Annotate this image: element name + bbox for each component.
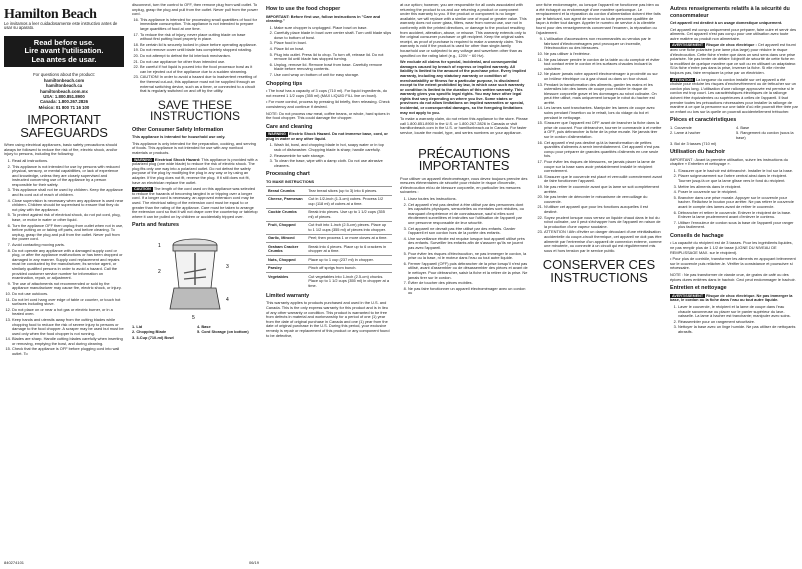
contact-block	[4, 72, 124, 110]
safeguards-title: IMPORTANT SAFEGUARDS	[20, 112, 108, 140]
precaution-item: 16. Cet appareil n'est pas destiné qu'à la transformation de petites quantités d'aliments à servir immédiatement. Cet appareil n'est pas conçu pour préparer de grandes quantités d'aliments en une seule fois.	[544, 141, 662, 159]
read-before-use-banner	[4, 36, 124, 68]
fr-caution-badge: ATTENTION	[672, 77, 693, 82]
pieces-list	[670, 126, 798, 146]
howto-step: 5. Plug into outlet. Press lid to chop. To turn off, release lid. Do not remove lid until blade has stopped turning.	[274, 53, 392, 62]
precaution-item: 23. ATTENTION ! Afin d'éviter un danger découlant d'une réinitialisation accidentelle du coupe-circuit thermique, cet appareil ne doit pas être alimenté par l'entremise d'un appareil de connexion externe, comme une minuterie, ou connecté à un circuit qui est régulièrement mis sous et hors tension par le service public.	[544, 230, 662, 253]
piece-item: 2. Lame à hacher	[670, 130, 701, 136]
safeguard-item: 14. Blades are sharp. Handle cutting blades carefully when inserting or removing, emptying the bowl, and during cleaning.	[12, 337, 124, 346]
care-steps	[266, 143, 392, 168]
utilisation-heading: Utilisation du hachoir	[670, 149, 726, 156]
processing-row	[266, 221, 392, 234]
column-3	[262, 0, 396, 569]
precautions-intro: Pour utiliser un appareil électroménager, vous devez toujours prendre des mesures élémentaires de sécurité pour réduire le risque d'incendie, d'électrocution et/ou de blessure corporelle, en particulier les mesures suivantes :	[400, 175, 528, 195]
safeguard-item: 1. Read all instructions.	[12, 159, 124, 164]
autres-heading: Autres renseignements relatifs à la sécurité du consommateur	[670, 6, 790, 19]
care-step: 2. Reassemble for safe storage.	[274, 154, 392, 159]
safeguard-item: 11. Do not let cord hang over edge of table or counter, or touch hot surfaces including stove.	[12, 298, 124, 307]
howto-step: 7. Use cord wrap on bottom of unit for easy storage.	[274, 73, 392, 78]
domestic-note: Cet appareil est destiné à un usage domestique uniquement.	[670, 20, 783, 25]
read-line-es: Lea antes de usar.	[31, 54, 97, 64]
brand-line-2: Beach	[61, 7, 97, 22]
care-step: 3. To clean the base, wipe with a damp cloth. Do not use abrasive cleaners.	[274, 159, 392, 168]
fr-caution-paragraph	[670, 78, 798, 115]
piece-item: 5. Rangement du cordon (sous la base)	[736, 130, 794, 140]
safeguard-item: 15. Check that the appliance is OFF before plugging cord into wall outlet. To	[12, 347, 124, 356]
processing-food: Fruit, Chopped	[266, 221, 306, 234]
safeguard-item: 23. CAUTION! In order to avoid a hazard due to inadvertent resetting of the thermal cut-out, this appliance must not be supplied through an external switching device, such as a timer, or connected to a circuit that is regularly switched on and off by the utility.	[140, 75, 258, 93]
safeguard-item: 9. The use of attachments not recommended or sold by the appliance manufacturer may cause fire, electric shock, or injury.	[12, 282, 124, 291]
warning-text: This appliance is provided with a polarized plug (one wide blade) to reduce the risk of electric shock. The plug fits only one way into a polarized outlet. Do not defeat the safety purpose of the plug by modifying the plug in any way or by using an adapter. If the plug does not fit, reverse the plug. If it still does not fit, have an electrician replace the outlet.	[132, 156, 258, 185]
brand-line-1: Hamilton	[4, 7, 59, 22]
utilisation-step: 3. Mettre les aliments dans le récipient.	[678, 185, 798, 190]
fr-warning-badge: AVERTISSEMENT	[672, 43, 704, 48]
processing-chart	[266, 186, 392, 290]
safeguard-item: 3. This appliance shall not be used by children. Keep the appliance and its cord out of reach of children.	[12, 188, 124, 197]
safeguard-item: 7. Avoid contacting moving parts.	[12, 243, 124, 248]
processing-row	[266, 264, 392, 273]
utilisation-important: IMPORTANT : Avant la première utilisation, suivre les instructions du chapitre « Entretien et nettoyage ».	[670, 156, 788, 167]
conseil-text: La capacité du récipient est de 3 tasses. Pour les ingrédients liquides, ne pas remplir plus de 1 1/2 de tasse (LIGNE DU NIVEAU DE REMPLISSAGE MAX. sur le récipient).	[670, 240, 793, 255]
processing-instruction: Tear bread slices (up to 3) into 6 pieces.	[306, 187, 392, 196]
tip-item: • For more control, process by pressing lid briefly, then releasing. Check consistency and continue if desired.	[266, 99, 390, 109]
precaution-item: 13. Pendant la transformation des aliments, garder les mains et les ustensiles loin des lames de coupe pour réduire le risque de blessure corporelle grave et les dommages au robot culinaire. On peut être utilisé, mais uniquement lorsque le robot du hacher est arrêté.	[544, 83, 662, 106]
processing-chart-heading: Processing chart	[266, 171, 310, 178]
tip-text: For more control, process by pressing lid briefly, then releasing. Check consistency and continue if desired.	[266, 99, 390, 109]
processing-instruction: Break into pieces. Use up to 1 1/2 cups (355 ml) of pieces.	[306, 208, 392, 221]
fr-warning-title: Risque de choc électrique :	[706, 42, 757, 48]
other-safety-heading: Other Consumer Safety Information	[132, 126, 224, 133]
fr-warning-text: Cet appareil est fourni avec une fiche polarisée (une lame plus large) pour réduire le risque d'électrocution. Cette fiche n'entre que dans un seul sens dans une prise polarisée. Ne pas tenter de défaire l'objectif de sécurité de cette fiche en la modifiant de quelque manière que ce soit ou en utilisant un adaptateur. Si la fiche n'entre pas dans la prise, inverser la fiche. Si elle n'entre toujours pas, faire remplacer la prise par un électricien.	[670, 42, 797, 75]
precaution-item: 11. Ne pas laisser pendre le cordon de la table ou du comptoir et éviter tout contact entre le cordon et les surfaces chaudes incluant la cuisinière.	[544, 58, 662, 72]
processing-row	[266, 243, 392, 256]
processing-chart-header: TO MAKE INSTRUCTIONS	[266, 178, 315, 184]
safeguard-item: 4. Close supervision is necessary when any appliance is used near children. Children should be supervised to ensure that they do not play with the appliance.	[12, 199, 124, 213]
pieces-heading: Pièces et caractéristiques	[670, 117, 737, 124]
precaution-item: 8. Ne pas faire fonctionner un appareil électroménager avec un cordon ou	[408, 287, 528, 296]
precautions-continued: une fiche endommagée, ou lorsque l'appareil ne fonctionne pas bien ou a été échappé ou endommagé d'une manière quelconque. Le remplacement et la réparation du cordon d'alimentation doivent être faits par le fabricant, son agent de service ou toute personne qualifiée de façon à éviter tout danger. Appeler le numéro de service à la clientèle fourni pour des renseignements concernant l'examen, la réparation ou l'ajustement.	[536, 2, 661, 35]
utilisation-step: 6. Débrancher et retirer le couvercle. Enlever le récipient de la base. Enlever la lame prudemment avant d'enlever le contenu.	[678, 211, 798, 220]
warranty-claim: To make a warranty claim, do not return this appliance to the store. Please call 1.800.851.8900 in the U.S. or 1.800.267.2826 in Canada or visit hamiltonbeach.com in the U.S. or hamiltonbeach.ca in Canada. For faster service, locate the model, type, and series numbers on your appliance.	[400, 116, 528, 136]
processing-instruction: Break into 4 pieces. Place up to 6 crackers in chopper at a time.	[306, 243, 392, 256]
processing-row	[266, 256, 392, 265]
piece-item: 1. Couvercle	[670, 124, 692, 130]
household-note: This appliance is intended for household use only.	[132, 134, 226, 140]
precautions-list	[400, 197, 528, 296]
part-item: 2. Chopping Blade	[132, 329, 167, 335]
entretien-warning-text: Risque de choc électrique. Ne pas immerger la base, le cordon ou la fiche dans l'eau ou tout autre liquide.	[670, 292, 793, 303]
print-date: 06/19	[248, 560, 259, 565]
care-warning	[266, 132, 392, 141]
fr-warning-paragraph	[670, 43, 798, 75]
precautions-title: PRÉCAUTIONS IMPORTANTES	[418, 145, 510, 174]
processing-food: Parsley	[266, 264, 306, 273]
household-text: This appliance is only intended for the preparation, cooking, and serving of foods. This appliance is not intended for use with any nonfood materials or products.	[132, 140, 256, 155]
tips-note: NOTE: Do not process raw meat, coffee beans, or whole, hard spices in the food chopper. This could damage the chopper.	[266, 110, 390, 121]
safeguard-item: 21. Do not use appliance for other than intended use.	[140, 60, 258, 65]
callout-4: 4	[226, 296, 229, 303]
precaution-item: 7. Éviter de toucher des pièces mobiles.	[408, 281, 528, 286]
caution-paragraph	[132, 187, 258, 219]
warning-badge: WARNING	[134, 157, 152, 162]
brand-logo	[4, 7, 124, 22]
lid-rim-shape	[173, 245, 217, 251]
utilisation-step: 4. Poser le couvercle sur le récipient.	[678, 190, 798, 195]
safeguard-item: disconnect, turn the control to OFF, then remove plug from wall outlet. To unplug, grasp the plug and pull from the outlet. Never pull from the power cord.	[132, 2, 258, 17]
howto-step: 3. Place food in bowl.	[274, 41, 392, 46]
contact-phone-mx: México: 01 800 71 16 100	[38, 104, 90, 110]
precaution-item: 18. S'assurer que le couvercle est placé et verrouillé correctement avant de faire fonctionner l'appareil.	[544, 175, 662, 184]
tip-text: The bowl has a capacity of 3 cups (710 ml). For liquid ingredients, do not exceed 1 1/2 cups (355 ml) (MAX LIQUID FILL line on bowl).	[266, 88, 388, 98]
safeguard-item: 5. To protect against risk of electrical shock, do not put cord, plug, base, or motor in water or other liquid.	[12, 213, 124, 222]
warranty-continued-2: We exclude all claims for special, incidental, and consequential damages caused by breach of express or implied warranty. All liability is limited to the amount of the purchase price. Every implied warranty, including any statutory warranty or condition of merchantability or fitness for a particular purpose, is disclaimed except to the extent prohibited by law, in which case such warranty or condition is limited to the duration of this written warranty. This warranty gives you specific legal rights. You may have other legal rights that vary depending on where you live. Some states or provinces do not allow limitations on implied warranties or special, incidental, or consequential damages, so the foregoing limitations may not apply to you.	[400, 59, 527, 115]
parts-list	[132, 325, 258, 341]
warning-paragraph	[132, 158, 258, 186]
safeguard-item: 16. This appliance is intended for processing small quantities of food for immediate consumption. This appliance is not intended to prepare large quantities of food at one time.	[140, 18, 258, 32]
precaution-item: 19. Ne pas retirer le couvercle avant que la lame se soit complètement arrêtée.	[544, 185, 662, 194]
precaution-item: 3. Cet appareil ne devrait pas être utilisé par des enfants. Garder l'appareil et son cordon hors de la portée des enfants.	[408, 227, 528, 236]
processing-row	[266, 273, 392, 290]
contact-web-ca[interactable]: hamiltonbeach.ca	[45, 83, 83, 89]
read-line-en: Read before use.	[33, 37, 95, 47]
processing-food: Vegetables	[266, 273, 306, 290]
safeguards-list	[4, 159, 124, 357]
safeguard-item: 22. Be careful if hot liquid is poured into the food processor bowl as it can be ejected out of the appliance due to a sudden steaming.	[140, 65, 258, 74]
column-5	[532, 0, 666, 569]
entretien-heading: Entretien et nettoyage	[670, 285, 727, 292]
processing-instruction: Place up to 1 cup (237 ml) in chopper.	[306, 256, 392, 265]
caution-text: The length of the cord used on this appliance was selected to reduce the hazards of becoming tangled in or tripping over a longer cord. If a longer cord is necessary, an approved extension cord may be used. The electrical rating of the extension cord must be equal to or greater than the rating of the appliance. Care must be taken to arrange the extension cord so that it will not drape over the countertop or tabletop where it can be pulled on by children or accidentally tripped over.	[132, 186, 258, 219]
processing-food: Graham Cracker Crumbs	[266, 243, 306, 256]
safeguard-item: 6. Turn the appliance OFF then unplug from outlet when not in use, before putting on or taking off parts, and before cleaning. To unplug, grasp the plug and pull from the outlet. Never pull from the power cord.	[12, 224, 124, 242]
entretien-steps	[670, 305, 798, 335]
safeguard-item: 13. Keep hands and utensils away from the cutting blades while chopping food to reduce the risk of severe injury to persons or damage to the food chopper. A scraper may be used but must be used only when the food chopper is not running.	[12, 318, 124, 336]
entretien-step: 3. Nettoyer la base avec un linge humide. Ne pas utiliser de nettoyants abrasifs.	[678, 325, 798, 334]
contact-phone-ca: Canada: 1.800.267.2826	[39, 99, 88, 105]
howto-heading: How to use the food chopper	[266, 6, 341, 12]
fr-caution-text: La longueur du cordon installé sur cet appareil a été choisie pour réduire les risques d'enchevêtrement ou de trébucher sur un cordon plus long. L'utilisation d'une rallonge approuvée est permise si le cordon est trop court. Les caractéristiques électriques de la rallonge doivent être équivalentes ou supérieures à celles de l'appareil. Il faut prendre toutes les précautions nécessaires pour installer la rallonge de manière à ce que la personne sur une table d'où elle pourrait être tirée par un enfant ou lors sur la quelle on pourrait accidentellement trébucher.	[670, 76, 798, 114]
conseil-item: • Pour plus de contrôle, transformer les aliments en appuyant brièvement sur le couvercle puis relâcher-le. Vérifier la consistance et poursuivre si nécessaire.	[670, 256, 796, 271]
entretien-warning-badge: AVERTISSEMENT	[672, 293, 704, 298]
howto-step: 6. Unplug, remove lid. Remove bowl from base. Carefully remove blade before removing contents.	[274, 63, 392, 72]
precautions-list-continued	[536, 37, 662, 253]
warranty-heading: Limited warranty	[266, 292, 310, 299]
precaution-item: 2. Cet appareil n'est pas destiné à être utilisé par des personnes dont les capacités physiques, sensorielles ou mentales sont réduites, ou manquant d'expérience et de connaissance, sauf si elles sont étroitement surveillées et instruites sur l'utilisation de l'appareil par une personne responsable de leur sécurité.	[408, 203, 528, 226]
care-warning-text: Electric Shock Hazard. Do not immerse base, cord, or plug in water or any other liquid.	[266, 131, 388, 141]
precaution-item: 4. Une surveillance étroite est requise lorsque tout appareil utilisé près des enfants. Surveiller les enfants afin de s'assurer qu'ils ne jouent pas avec l'appareil.	[408, 237, 528, 251]
chopper-illustration	[150, 233, 240, 321]
utilisation-step: 5. Brancher dans une prise murale. Appuyer sur le couvercle pour hacher. Relâchez le bouton pour arrêter. Ne pas retirer le couvercle avant le compte des lames avant de retirer le couvercle.	[678, 196, 798, 210]
column-6	[666, 0, 802, 569]
conseil-text: Pour plus de contrôle, transformer les aliments en appuyant brièvement sur le couvercle puis relâcher-le. Vérifier la consistance et poursuivre si nécessaire.	[670, 256, 796, 271]
safeguard-item: 20. Do not attempt to defeat the lid interlock mechanism.	[140, 54, 258, 59]
part-item: 3. 3-Cup (710-ml) Bowl	[132, 334, 174, 340]
contact-web-mx[interactable]: hamiltonbeach.com.mx	[40, 88, 88, 94]
safeguards-intro: When using electrical appliances, basic safety precautions should always be followed to reduce the risk of fire, electric shock, and/or injury to persons, including the following:	[4, 142, 118, 157]
warning-title: Electrical Shock Hazard:	[154, 156, 201, 162]
precaution-item: 17. Pour éviter les risques de blessures, ne jamais placer la lame de coupe sur la base sans avoir préalablement installé le récipient correctement.	[544, 160, 662, 174]
part-item: 4. Base	[197, 323, 211, 329]
base-shape	[170, 288, 220, 309]
safeguard-item: 18. Be certain lid is securely locked in place before operating appliance.	[140, 43, 258, 48]
read-line-fr: Lire avant l'utilisation.	[24, 46, 104, 56]
callout-1: 1	[158, 242, 161, 249]
safeguard-item: 12. Do not place on or near a hot gas or electric burner, or in a heated oven.	[12, 308, 124, 317]
precaution-item: 1. Lisez toutes les instructions.	[408, 197, 528, 202]
entretien-warning	[670, 294, 798, 303]
callout-3: 3	[226, 263, 229, 270]
howto-step: 4. Place lid on bowl.	[274, 47, 392, 52]
processing-instruction: Cut vegetables into 1-inch (2.5-cm) chunks. Place up to 1 1/2 cups (355 ml) in chopper at a time.	[306, 273, 392, 290]
piece-item: 4. Base	[736, 124, 750, 130]
processing-food: Cookie Crumbs	[266, 208, 306, 221]
howto-step: 1. Make sure chopper is unplugged. Place bowl on base.	[274, 26, 392, 31]
howto-important: IMPORTANT: Before first use, follow instructions in "Care and cleaning."	[266, 13, 381, 24]
page-footer	[4, 560, 259, 565]
processing-row	[266, 234, 392, 243]
spanish-invite: Le invitamos a leer cuidadosamente este instructivo antes de usar su aparato.	[4, 20, 118, 31]
processing-instruction: Cut in 1/2-inch (1.3-cm) cubes. Process 1/2 cup (118 ml) of cubes at a time.	[306, 195, 392, 208]
utilisation-step: 2. Placer soigneusement sur l'arbre central ainsi dans le récipient. Tourner jusqu'à ce que la lame glisse vers le fond du récipient.	[678, 174, 798, 183]
callout-2: 2	[158, 268, 161, 275]
precaution-item: 20. Ne pas tenter de démonter le mécanisme de verrouillage du couvercle.	[544, 195, 662, 204]
safeguard-item: 2. This appliance is not intended for use by persons with reduced physical, sensory, or mental capabilities, or lack of experience and knowledge, unless they are closely supervised and instructed concerning use of the appliance by a person responsible for their safety.	[12, 165, 124, 188]
precaution-item: 6. Fermer l'appareil (OFF) puis débrancher de la prise lorsqu'il n'est pas utilisé, avant d'assembler ou de désassembler des pièces et avant de le nettoyer. Pour débrancher, saisir la fiche et la retirer de la prise. Ne jamais tirer sur le cordon.	[408, 262, 528, 280]
precaution-item: 22. Soyez prudent lorsque vous versez un liquide chaud dans le bol du robot culinaire, car il peut s'échapper hors de l'appareil en raison de la production d'une vapeur soudaine.	[544, 216, 662, 230]
entretien-step: 1. Laver le couvercle, le récipient et la lame de coupe dans l'eau chaude savonneuse ou placer sur le panier supérieur du lave-vaisselle. La lame à hacher est tranchante; manipuler avec soins.	[678, 305, 798, 319]
safeguards-list-continued	[132, 3, 258, 94]
processing-row	[266, 187, 392, 196]
conserver-title: CONSERVER CES INSTRUCTIONS	[542, 257, 656, 285]
domestic-text: Cet appareil est conçu uniquement pour préparer, faire cuire et servir des aliments. Cet appareil n'est pas conçu pour une utilisation avec toute autre matière ou produit non alimentaire.	[670, 26, 797, 41]
utilisation-step: 1. S'assurer que le hachoir est débranché. Installer le bol sur la base.	[678, 169, 798, 174]
care-warning-badge: WARNING	[268, 132, 286, 137]
conseil-item: • La capacité du récipient est de 3 tasses. Pour les ingrédients liquides, ne pas remplir plus de 1 1/2 de tasse (LIGNE DU NIVEAU DE REMPLISSAGE MAX. sur le récipient).	[670, 240, 793, 255]
howto-steps	[266, 26, 392, 78]
safeguard-item: 8. Do not operate any appliance with a damaged supply cord or plug, or after the appliance malfunctions or has been dropped or damaged in any manner. Supply cord replacement and repairs must be conducted by the manufacturer, its service agent, or similarly qualified persons in order to avoid a hazard. Call the provided customer service number for information on examination, repair, or adjustment.	[12, 249, 124, 281]
precaution-item: 15. S'assurer que l'appareil est OFF avant de brancher la fiche dans la prise de courant. Pour débrancher, tourner le commande à et mettre à OFF, puis débrancher la fiche de la prise murale. Ne jamais tirer sur le cordon d'alimentation.	[544, 121, 662, 139]
warranty-continued-1: at our option; however, you are responsible for all costs associated with returning the product to us and our returning a product or component under this warranty to you. If the product or component is no longer available, we will replace with a similar one of equal or greater value. This warranty does not cover glass, filters, wear from normal use, use not in conformity with the printed directions, or damage to the product resulting from accident, alteration, abuse, or misuse. This warranty extends only to the original consumer purchaser or gift recipient. Keep the original sales receipt, as proof of purchase is required to make a warranty claim. This warranty is void if the product is used for other than single-family household use or subjected to any voltage and waveform other than as specified on the rating label (e.g., 120V ~ 60 Hz).	[400, 2, 527, 58]
care-heading: Care and cleaning	[266, 123, 313, 130]
processing-food: Nuts, Chopped	[266, 256, 306, 265]
processing-row	[266, 208, 392, 221]
entretien-step: 2. Réassembler pour un rangement sécuritaire.	[678, 320, 798, 325]
callout-5: 5	[192, 314, 195, 321]
processing-instruction: Peel; then process 1 or more cloves at a time.	[306, 234, 392, 243]
column-1	[0, 0, 128, 569]
column-4	[396, 0, 532, 569]
save-instructions-title: SAVE THESE INSTRUCTIONS	[150, 97, 240, 124]
caution-badge: CAUTION	[134, 187, 151, 192]
column-2	[128, 0, 262, 569]
part-item: 5. Cord Storage (on bottom)	[197, 329, 249, 335]
processing-food: Garlic, Minced	[266, 234, 306, 243]
safeguard-item: 10. Do not use outdoors.	[12, 292, 124, 297]
parts-heading: Parts and features	[132, 222, 180, 229]
conseils-heading: Conseils de hachage	[670, 232, 724, 239]
contact-phone-us: USA: 1.800.851.8900	[43, 93, 85, 99]
utilisation-steps	[670, 169, 798, 230]
precaution-item: 12. Ne placer jamais votre appareil électroménager à proximité ou sur un brûleur électrique ou à gaz chaud ou dans un four chaud.	[544, 72, 662, 81]
processing-instruction: Pinch off sprigs from bunch.	[306, 264, 392, 273]
part-item: 1. Lid	[132, 323, 143, 329]
precaution-item: 10. Ne pas utiliser à l'extérieur.	[544, 52, 662, 57]
processing-food: Bread Crumbs	[266, 187, 306, 196]
utilisation-step: 7. Utiliser l'enrouleur de cordon sous la base de l'appareil pour ranger plus facilement.	[678, 221, 798, 230]
precaution-item: 21. N'utiliser cet appareil que pour les fonctions auxquelles il est destiné.	[544, 205, 662, 214]
piece-item: 3. Bol de 3 tasses (710 ml)	[670, 140, 717, 146]
safeguard-item: 17. To reduce the risk of injury, never place cutting blade on base without first putting bowl properly in place.	[140, 33, 258, 42]
tip-item: • The bowl has a capacity of 3 cups (710 ml). For liquid ingredients, do not exceed 1 1/2 cups (355 ml) (MAX LIQUID FILL line on bowl).	[266, 88, 388, 98]
processing-row	[266, 195, 392, 208]
warranty-text: This warranty applies to products purchased and used in the U.S. and Canada. This is the only express warranty for this product and is in lieu of any other warranty or condition. This product is warranted to be free from defects in material and workmanship for a period of one (1) year from the date of original purchase in Canada and one (1) year from the date of original purchase in the U.S. During this period, your exclusive remedy is repair or replacement of this product or any component found to be defective,	[266, 300, 390, 338]
safeguard-item: 19. Do not remove cover until blade has completely stopped rotating.	[140, 48, 258, 53]
howto-step: 2. Carefully place blade in bowl over center shaft. Turn until blade slips down to bottom of bowl.	[274, 31, 392, 40]
questions-label: For questions about the product:	[33, 72, 95, 78]
conseils-note: NOTE : Ne pas transformer de viande crue, de grains de café ou des épices dures entières dans le hachoir. Ceci peut endommager le hachoir.	[670, 272, 796, 282]
tips-heading: Chopping tips	[266, 80, 303, 87]
part-number: 840274101	[4, 560, 25, 565]
processing-instruction: Cut fruit into 1-inch (2.5-cm) pieces. Place up to 1 1/2 cups (355 ml) of pieces into chopper.	[306, 221, 392, 234]
precaution-item: 14. Les lames sont tranchantes. Manipuler les lames de coupe avec soins pendant l'insertion ou le retrait, lors du vidage du bol et pendant le nettoyage.	[544, 106, 662, 120]
precaution-item: 9. L'utilisation d'accessoires non recommandés ou vendus par le fabricant d'électroménagers peut provoquer un incendie, l'électrocution ou des blessures.	[544, 37, 662, 51]
processing-food: Cheese, Parmesan	[266, 195, 306, 208]
precaution-item: 5. Pour éviter les risques d'électrocution, ne pas immerger le cordon, la prise ou la base, ni le moteur dans l'eau ou tout autre liquide.	[408, 252, 528, 261]
contact-web-us[interactable]: hamiltonbeach.com	[43, 77, 85, 83]
care-step: 1. Wash lid, bowl, and chopping blade in hot, soapy water or in top rack of dishwasher. Chopping blade is sharp; handle carefully.	[274, 143, 392, 152]
